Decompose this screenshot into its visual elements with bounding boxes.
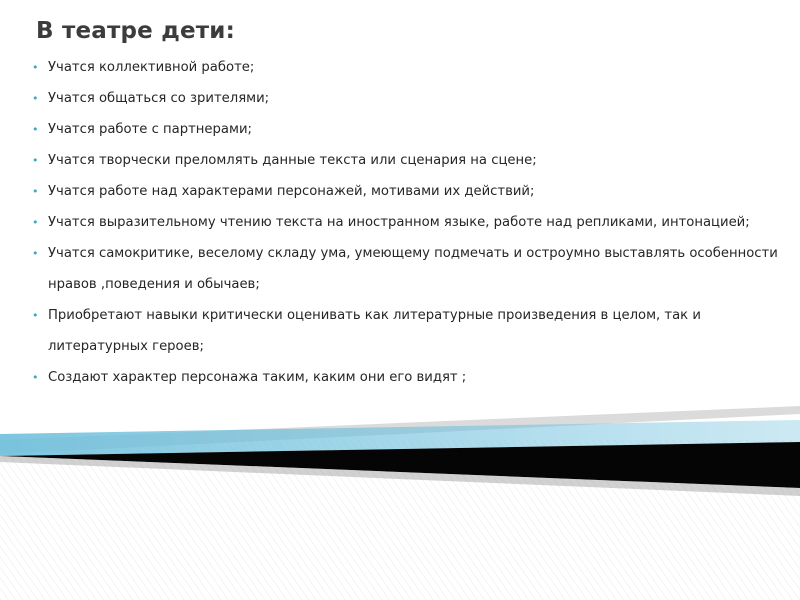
list-item <box>32 238 786 300</box>
list-item-text: Учатся выразительному чтению текста на иностранном языке, работе над репликами, интонацией; <box>48 215 750 230</box>
slide-title: В театре дети: <box>36 18 236 44</box>
list-item-text: Учатся творчески преломлять данные текста или сценария на сцене; <box>48 153 537 168</box>
list-item <box>32 114 786 145</box>
bullet-icon: • <box>32 92 39 105</box>
list-item-text: Учатся общаться со зрителями; <box>48 91 270 106</box>
list-item-text: Учатся работе над характерами персонажей, мотивами их действий; <box>48 184 535 199</box>
list-item-text: Учатся самокритике, веселому складу ума, умеющему подмечать и остроумно выставлять особенности нравов ,поведения и обычаев; <box>48 246 778 292</box>
bullet-icon: • <box>32 185 39 198</box>
list-item <box>32 145 786 176</box>
bullet-icon: • <box>32 247 39 260</box>
bullet-icon: • <box>32 123 39 136</box>
list-item <box>32 362 786 393</box>
list-item-text: Приобретают навыки критически оценивать как литературные произведения в целом, так и литературных героев; <box>48 308 701 354</box>
list-item-text: Создают характер персонажа таким, каким они его видят ; <box>48 370 467 385</box>
list-item-text: Учатся работе с партнерами; <box>48 122 252 137</box>
bullet-icon: • <box>32 61 39 74</box>
list-item <box>32 300 786 362</box>
list-item <box>32 83 786 114</box>
bullet-icon: • <box>32 154 39 167</box>
list-item <box>32 176 786 207</box>
list-item <box>32 52 786 83</box>
list-item-text: Учатся коллективной работе; <box>48 60 255 75</box>
bullet-icon: • <box>32 371 39 384</box>
bullet-icon: • <box>32 309 39 322</box>
slide-decoration <box>0 400 800 600</box>
list-item <box>32 207 786 238</box>
bullet-icon: • <box>32 216 39 229</box>
bullet-list <box>32 52 786 393</box>
